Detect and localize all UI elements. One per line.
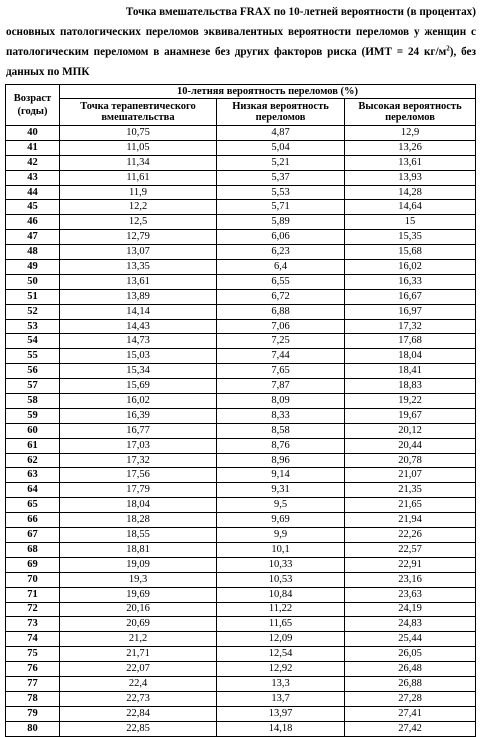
high-probability-cell: 27,42 [345, 721, 476, 736]
age-cell: 47 [6, 230, 60, 245]
intervention-cell: 10,75 [60, 126, 217, 141]
high-probability-cell: 18,83 [345, 379, 476, 394]
low-probability-cell: 8,33 [217, 408, 345, 423]
high-probability-cell: 27,41 [345, 706, 476, 721]
intervention-cell: 14,43 [60, 319, 217, 334]
intervention-cell: 21,2 [60, 632, 217, 647]
column-header-low: Низкая вероятность переломов [217, 99, 345, 126]
age-cell: 58 [6, 394, 60, 409]
intervention-cell: 19,3 [60, 572, 217, 587]
low-probability-cell: 5,89 [217, 215, 345, 230]
intervention-cell: 13,89 [60, 289, 217, 304]
high-probability-cell: 24,83 [345, 617, 476, 632]
intervention-cell: 11,9 [60, 185, 217, 200]
age-cell: 48 [6, 245, 60, 260]
high-probability-cell: 23,63 [345, 587, 476, 602]
high-probability-cell: 22,91 [345, 557, 476, 572]
low-probability-cell: 6,4 [217, 260, 345, 275]
high-probability-cell: 26,05 [345, 647, 476, 662]
low-probability-cell: 11,22 [217, 602, 345, 617]
table-row [6, 498, 476, 513]
table-row [6, 170, 476, 185]
high-probability-cell: 21,65 [345, 498, 476, 513]
age-cell: 79 [6, 706, 60, 721]
table-row [6, 542, 476, 557]
table-row [6, 140, 476, 155]
intervention-cell: 11,05 [60, 140, 217, 155]
low-probability-cell: 10,33 [217, 557, 345, 572]
intervention-cell: 14,73 [60, 334, 217, 349]
low-probability-cell: 5,37 [217, 170, 345, 185]
high-probability-cell: 16,97 [345, 304, 476, 319]
table-row [6, 438, 476, 453]
intervention-cell: 14,14 [60, 304, 217, 319]
table-row [6, 155, 476, 170]
high-probability-cell: 19,22 [345, 394, 476, 409]
table-row [6, 572, 476, 587]
low-probability-cell: 6,55 [217, 274, 345, 289]
intervention-cell: 12,2 [60, 200, 217, 215]
high-probability-cell: 15,68 [345, 245, 476, 260]
age-cell: 43 [6, 170, 60, 185]
table-row [6, 185, 476, 200]
intervention-cell: 20,69 [60, 617, 217, 632]
age-cell: 55 [6, 349, 60, 364]
age-cell: 73 [6, 617, 60, 632]
age-cell: 66 [6, 513, 60, 528]
high-probability-cell: 14,28 [345, 185, 476, 200]
high-probability-cell: 12,9 [345, 126, 476, 141]
high-probability-cell: 20,44 [345, 438, 476, 453]
table-row [6, 319, 476, 334]
intervention-cell: 15,69 [60, 379, 217, 394]
table-row [6, 587, 476, 602]
intervention-cell: 20,16 [60, 602, 217, 617]
age-cell: 72 [6, 602, 60, 617]
intervention-cell: 22,07 [60, 662, 217, 677]
intervention-cell: 11,34 [60, 155, 217, 170]
age-cell: 62 [6, 453, 60, 468]
intervention-cell: 22,85 [60, 721, 217, 736]
age-cell: 61 [6, 438, 60, 453]
age-cell: 70 [6, 572, 60, 587]
low-probability-cell: 12,92 [217, 662, 345, 677]
intervention-cell: 17,56 [60, 468, 217, 483]
table-row [6, 691, 476, 706]
table-row [6, 304, 476, 319]
age-cell: 54 [6, 334, 60, 349]
low-probability-cell: 9,69 [217, 513, 345, 528]
high-probability-cell: 13,93 [345, 170, 476, 185]
intervention-cell: 19,09 [60, 557, 217, 572]
low-probability-cell: 7,65 [217, 364, 345, 379]
high-probability-cell: 26,88 [345, 676, 476, 691]
high-probability-cell: 25,44 [345, 632, 476, 647]
low-probability-cell: 7,06 [217, 319, 345, 334]
low-probability-cell: 7,87 [217, 379, 345, 394]
low-probability-cell: 12,09 [217, 632, 345, 647]
low-probability-cell: 11,65 [217, 617, 345, 632]
high-probability-cell: 20,78 [345, 453, 476, 468]
high-probability-cell: 23,16 [345, 572, 476, 587]
intervention-cell: 16,02 [60, 394, 217, 409]
low-probability-cell: 8,96 [217, 453, 345, 468]
high-probability-cell: 14,64 [345, 200, 476, 215]
high-probability-cell: 26,48 [345, 662, 476, 677]
age-cell: 52 [6, 304, 60, 319]
intervention-cell: 16,39 [60, 408, 217, 423]
table-row [6, 647, 476, 662]
table-row [6, 617, 476, 632]
age-cell: 65 [6, 498, 60, 513]
table-body [6, 126, 476, 737]
high-probability-cell: 18,41 [345, 364, 476, 379]
low-probability-cell: 7,44 [217, 349, 345, 364]
high-probability-cell: 16,02 [345, 260, 476, 275]
low-probability-cell: 6,23 [217, 245, 345, 260]
table-row [6, 289, 476, 304]
age-cell: 60 [6, 423, 60, 438]
table-row [6, 662, 476, 677]
table-row [6, 364, 476, 379]
high-probability-cell: 16,67 [345, 289, 476, 304]
age-cell: 78 [6, 691, 60, 706]
low-probability-cell: 9,9 [217, 528, 345, 543]
age-cell: 46 [6, 215, 60, 230]
age-cell: 67 [6, 528, 60, 543]
caption-tail: ), без данных по МПК [6, 46, 476, 78]
age-cell: 57 [6, 379, 60, 394]
frax-table [5, 84, 476, 737]
age-cell: 44 [6, 185, 60, 200]
age-cell: 77 [6, 676, 60, 691]
age-cell: 51 [6, 289, 60, 304]
age-cell: 63 [6, 468, 60, 483]
high-probability-cell: 13,61 [345, 155, 476, 170]
low-probability-cell: 9,14 [217, 468, 345, 483]
age-cell: 50 [6, 274, 60, 289]
age-cell: 68 [6, 542, 60, 557]
intervention-cell: 18,55 [60, 528, 217, 543]
table-row [6, 260, 476, 275]
low-probability-cell: 4,87 [217, 126, 345, 141]
low-probability-cell: 8,58 [217, 423, 345, 438]
intervention-cell: 13,07 [60, 245, 217, 260]
table-row [6, 676, 476, 691]
age-cell: 80 [6, 721, 60, 736]
intervention-cell: 18,28 [60, 513, 217, 528]
low-probability-cell: 10,1 [217, 542, 345, 557]
low-probability-cell: 13,97 [217, 706, 345, 721]
age-cell: 49 [6, 260, 60, 275]
high-probability-cell: 22,26 [345, 528, 476, 543]
high-probability-cell: 21,35 [345, 483, 476, 498]
low-probability-cell: 6,72 [217, 289, 345, 304]
caption-title: Точка вмешательства FRAX по 10-летней вероятности (в процентах) [125, 6, 476, 18]
table-row [6, 274, 476, 289]
age-column-header: Возраст (годы) [6, 85, 60, 126]
intervention-cell: 12,79 [60, 230, 217, 245]
high-probability-cell: 15 [345, 215, 476, 230]
table-row [6, 721, 476, 736]
intervention-cell: 18,04 [60, 498, 217, 513]
intervention-cell: 15,34 [60, 364, 217, 379]
table-header [6, 85, 476, 126]
high-probability-cell: 19,67 [345, 408, 476, 423]
intervention-cell: 16,77 [60, 423, 217, 438]
low-probability-cell: 5,53 [217, 185, 345, 200]
age-cell: 53 [6, 319, 60, 334]
intervention-cell: 18,81 [60, 542, 217, 557]
high-probability-cell: 15,35 [345, 230, 476, 245]
high-probability-cell: 21,94 [345, 513, 476, 528]
age-cell: 40 [6, 126, 60, 141]
intervention-cell: 11,61 [60, 170, 217, 185]
intervention-cell: 22,4 [60, 676, 217, 691]
table-row [6, 513, 476, 528]
intervention-cell: 12,5 [60, 215, 217, 230]
table-row [6, 230, 476, 245]
intervention-cell: 17,03 [60, 438, 217, 453]
table-row [6, 557, 476, 572]
caption-superscript: 2 [446, 44, 450, 53]
age-cell: 42 [6, 155, 60, 170]
table-row [6, 483, 476, 498]
age-cell: 69 [6, 557, 60, 572]
table-row [6, 602, 476, 617]
low-probability-cell: 5,04 [217, 140, 345, 155]
high-probability-cell: 17,32 [345, 319, 476, 334]
table-row [6, 423, 476, 438]
table-row [6, 468, 476, 483]
low-probability-cell: 8,76 [217, 438, 345, 453]
table-row [6, 215, 476, 230]
table-row [6, 394, 476, 409]
high-probability-cell: 21,07 [345, 468, 476, 483]
column-header-high: Высокая вероятность переломов [345, 99, 476, 126]
table-row [6, 453, 476, 468]
low-probability-cell: 13,7 [217, 691, 345, 706]
high-probability-cell: 24,19 [345, 602, 476, 617]
intervention-cell: 21,71 [60, 647, 217, 662]
table-row [6, 126, 476, 141]
low-probability-cell: 12,54 [217, 647, 345, 662]
high-probability-cell: 17,68 [345, 334, 476, 349]
low-probability-cell: 8,09 [217, 394, 345, 409]
table-row [6, 200, 476, 215]
table-row [6, 706, 476, 721]
table-caption [6, 2, 476, 82]
low-probability-cell: 10,53 [217, 572, 345, 587]
age-cell: 59 [6, 408, 60, 423]
intervention-cell: 19,69 [60, 587, 217, 602]
intervention-cell: 13,61 [60, 274, 217, 289]
low-probability-cell: 9,5 [217, 498, 345, 513]
table-row [6, 349, 476, 364]
low-probability-cell: 9,31 [217, 483, 345, 498]
age-cell: 76 [6, 662, 60, 677]
low-probability-cell: 13,3 [217, 676, 345, 691]
low-probability-cell: 7,25 [217, 334, 345, 349]
table-row [6, 408, 476, 423]
group-header: 10-летняя вероятность переломов (%) [60, 85, 476, 99]
intervention-cell: 17,79 [60, 483, 217, 498]
table-row [6, 632, 476, 647]
high-probability-cell: 16,33 [345, 274, 476, 289]
intervention-cell: 17,32 [60, 453, 217, 468]
age-cell: 75 [6, 647, 60, 662]
table-row [6, 334, 476, 349]
high-probability-cell: 20,12 [345, 423, 476, 438]
age-cell: 74 [6, 632, 60, 647]
age-cell: 56 [6, 364, 60, 379]
high-probability-cell: 27,28 [345, 691, 476, 706]
caption-body: основных патологических переломов эквивалентных вероятности переломов у женщин с патологическим переломом в анамнезе без других факторов риска (ИМТ = 24 кг/м [6, 26, 476, 58]
age-cell: 71 [6, 587, 60, 602]
low-probability-cell: 14,18 [217, 721, 345, 736]
intervention-cell: 15,03 [60, 349, 217, 364]
intervention-cell: 22,84 [60, 706, 217, 721]
high-probability-cell: 13,26 [345, 140, 476, 155]
low-probability-cell: 6,06 [217, 230, 345, 245]
age-cell: 64 [6, 483, 60, 498]
intervention-cell: 22,73 [60, 691, 217, 706]
table-row [6, 379, 476, 394]
low-probability-cell: 6,88 [217, 304, 345, 319]
table-row [6, 245, 476, 260]
low-probability-cell: 5,71 [217, 200, 345, 215]
intervention-cell: 13,35 [60, 260, 217, 275]
low-probability-cell: 10,84 [217, 587, 345, 602]
table-row [6, 528, 476, 543]
high-probability-cell: 22,57 [345, 542, 476, 557]
age-cell: 41 [6, 140, 60, 155]
low-probability-cell: 5,21 [217, 155, 345, 170]
high-probability-cell: 18,04 [345, 349, 476, 364]
age-cell: 45 [6, 200, 60, 215]
column-header-intervention: Точка терапевтического вмешательства [60, 99, 217, 126]
